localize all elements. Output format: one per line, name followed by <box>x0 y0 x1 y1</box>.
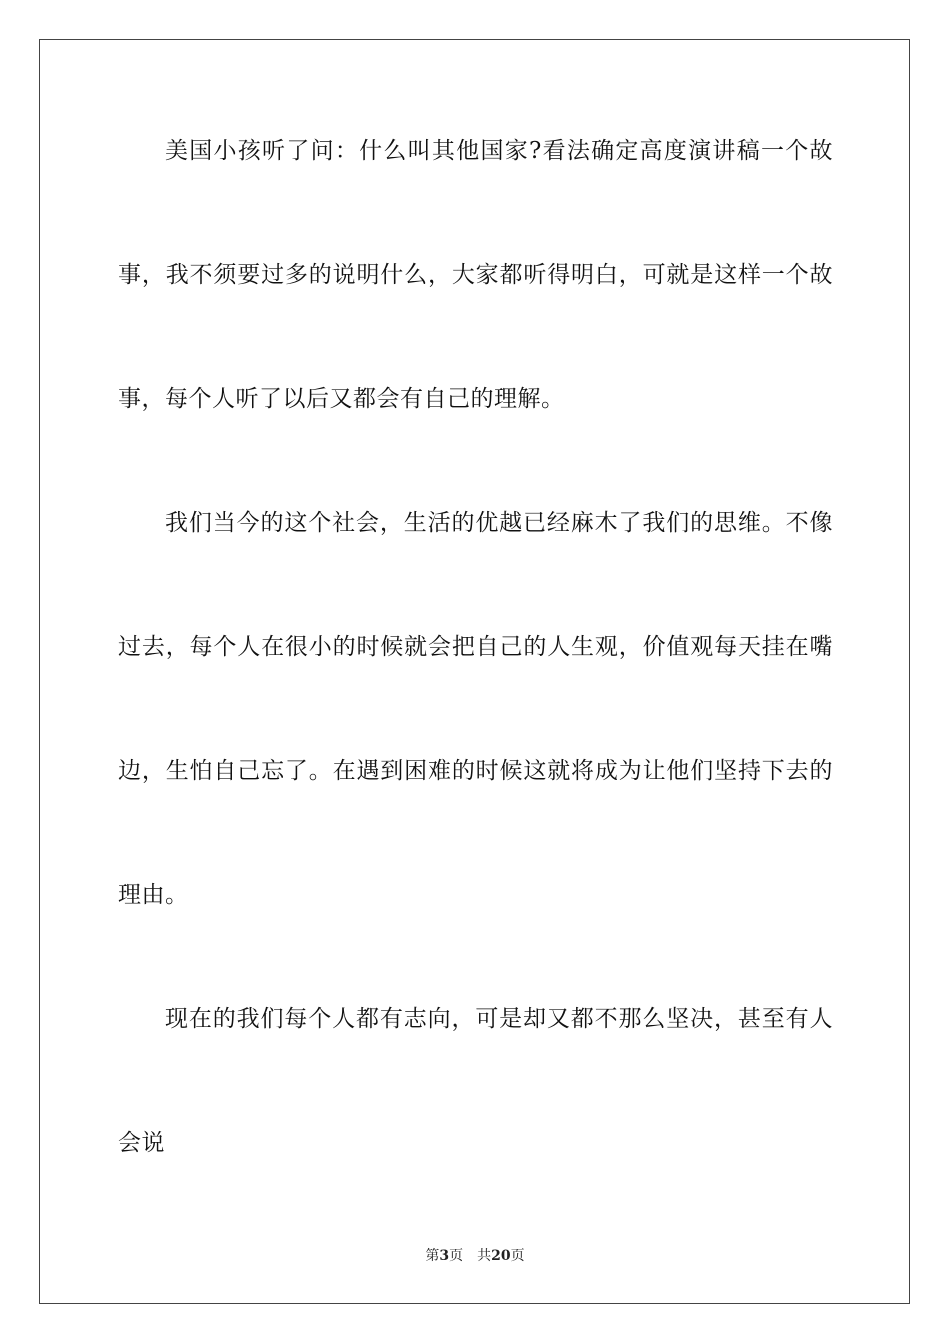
paragraph-1-line-3: 事，每个人听了以后又都会有自己的理解。 <box>118 386 565 412</box>
paragraph-2-line-3: 边，生怕自己忘了。在遇到困难的时候这就将成为让他们坚持下去的 <box>118 758 833 784</box>
footer-total-suffix: 页 <box>510 1248 525 1264</box>
page-frame <box>39 39 910 1304</box>
paragraph-1-line-1: 美国小孩听了问：什么叫其他国家?看法确定高度演讲稿一个故 <box>165 138 833 164</box>
paragraph-2-line-1: 我们当今的这个社会，生活的优越已经麻木了我们的思维。不像 <box>165 510 833 536</box>
footer-total-prefix: 共 <box>477 1248 492 1264</box>
footer-page-prefix: 第 <box>425 1248 440 1264</box>
paragraph-3-line-1: 现在的我们每个人都有志向，可是却又都不那么坚决，甚至有人 <box>165 1006 833 1032</box>
footer-page-suffix: 页 <box>449 1248 464 1264</box>
paragraph-2-line-2: 过去，每个人在很小的时候就会把自己的人生观，价值观每天挂在嘴 <box>118 634 833 660</box>
paragraph-2-line-4: 理由。 <box>118 882 189 908</box>
paragraph-3-line-2: 会说 <box>118 1130 165 1156</box>
page-footer <box>0 1247 950 1265</box>
footer-page-number: 3 <box>439 1248 450 1264</box>
footer-total-pages: 20 <box>491 1248 511 1264</box>
paragraph-1-line-2: 事，我不须要过多的说明什么，大家都听得明白，可就是这样一个故 <box>118 262 833 288</box>
